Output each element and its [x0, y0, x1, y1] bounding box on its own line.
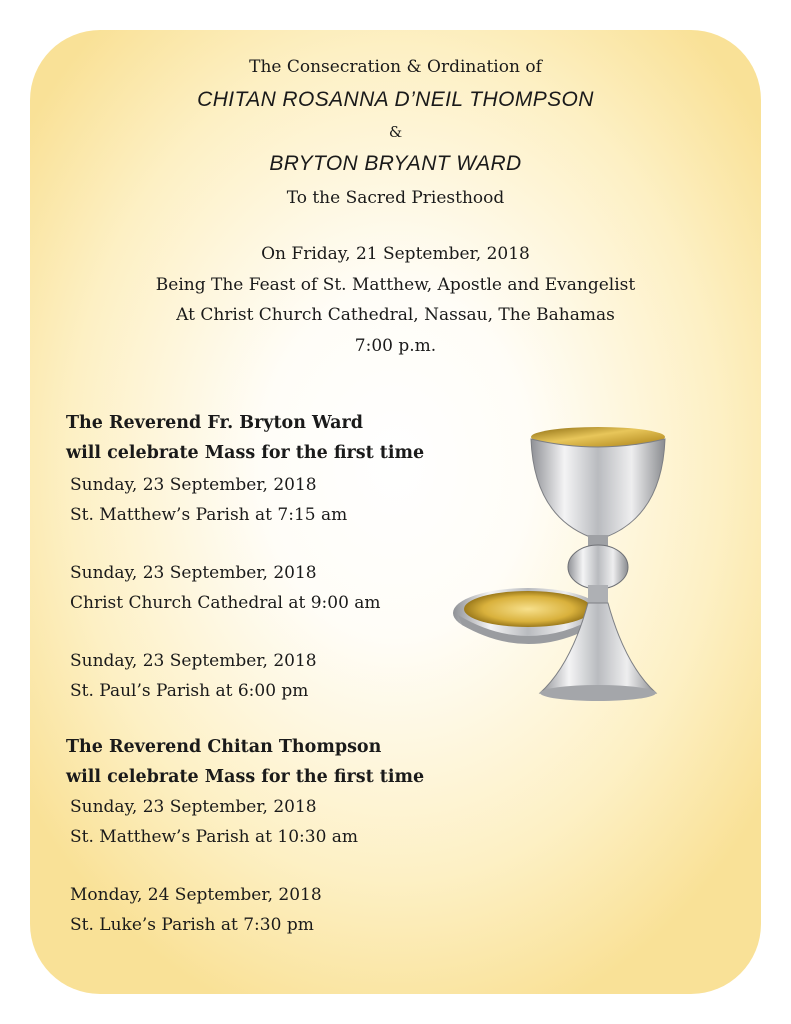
chalice-cup	[531, 439, 665, 537]
paten-bowl	[464, 591, 592, 627]
mass-date: Monday, 24 September, 2018	[70, 885, 322, 905]
mass-place: St. Matthew’s Parish at 10:30 am	[70, 827, 359, 847]
section2-heading: The Reverend Chitan Thompson	[66, 737, 382, 757]
chalice-stem	[588, 585, 608, 605]
header-line: The Consecration & Ordination of	[249, 57, 542, 77]
section1-subheading: will celebrate Mass for the first time	[66, 443, 425, 463]
mass-place: St. Matthew’s Parish at 7:15 am	[70, 505, 348, 525]
chalice-knop	[568, 545, 628, 589]
mass-place: St. Paul’s Parish at 6:00 pm	[70, 681, 309, 701]
event-location: At Christ Church Cathedral, Nassau, The Bahamas	[176, 305, 615, 325]
ordinand-name-1: CHITAN ROSANNA D’NEIL THOMPSON	[197, 88, 594, 111]
mass-date: Sunday, 23 September, 2018	[70, 475, 317, 495]
ordinand-name-2: BRYTON BRYANT WARD	[269, 152, 522, 175]
chalice-paten-illustration	[450, 425, 672, 710]
event-time: 7:00 p.m.	[354, 336, 437, 356]
mass-place: St. Luke’s Parish at 7:30 pm	[70, 915, 314, 935]
chalice-foot-base	[540, 685, 656, 701]
mass-date: Sunday, 23 September, 2018	[70, 563, 317, 583]
mass-date: Sunday, 23 September, 2018	[70, 797, 317, 817]
section2-subheading: will celebrate Mass for the first time	[66, 767, 425, 787]
ampersand: &	[388, 123, 403, 141]
section1-heading: The Reverend Fr. Bryton Ward	[66, 413, 363, 433]
priesthood-line: To the Sacred Priesthood	[286, 188, 505, 208]
event-feast: Being The Feast of St. Matthew, Apostle and Evangelist	[155, 275, 636, 295]
mass-place: Christ Church Cathedral at 9:00 am	[70, 593, 381, 613]
event-date: On Friday, 21 September, 2018	[261, 244, 530, 264]
mass-date: Sunday, 23 September, 2018	[70, 651, 317, 671]
